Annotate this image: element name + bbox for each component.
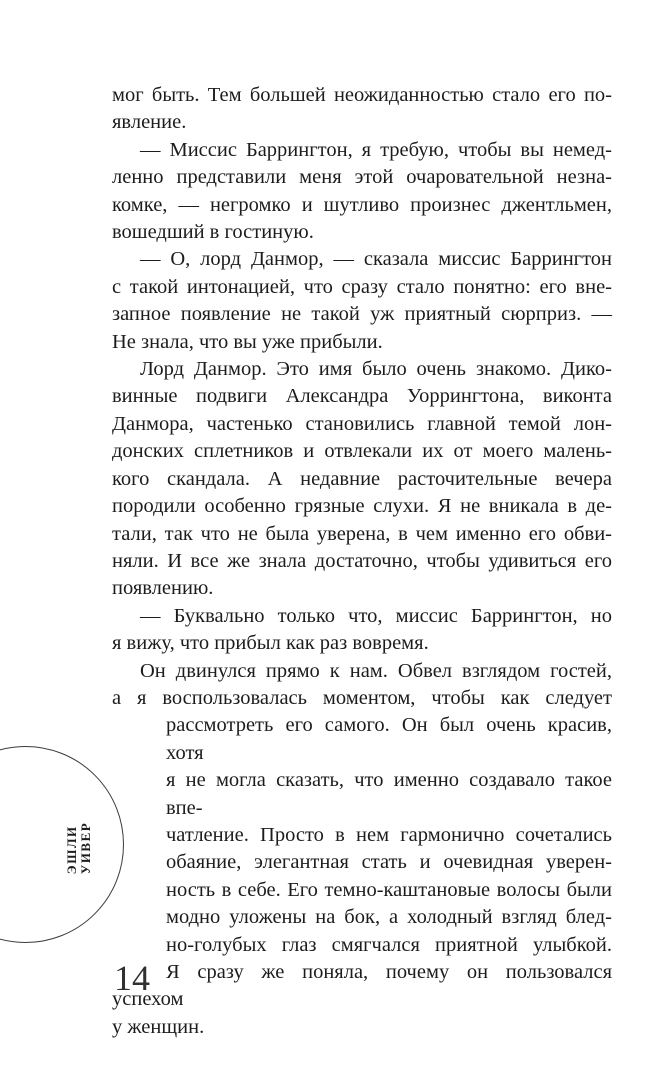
text-line: Данмора, частенько становились главной темой лон- xyxy=(112,412,612,435)
text-line: мог быть. Тем большей неожиданностью стало его по- xyxy=(112,84,612,106)
text-line: — Миссис Баррингтон, я требую, чтобы вы немед- xyxy=(140,138,612,161)
text-line: запное появление не такой уж приятный сюрприз. — xyxy=(112,303,612,326)
text-line: Он двинулся прямо к нам. Обвел взглядом гостей, xyxy=(140,659,612,682)
text-line: ность в себе. Его темно-каштановые волосы были xyxy=(166,878,612,901)
text-line: — О, лорд Данмор, — сказала миссис Баррингтон xyxy=(140,248,612,271)
body-text xyxy=(112,82,612,1041)
page-number: 14 xyxy=(114,958,150,998)
text-line: модно уложены на бок, а холодный взгляд блед- xyxy=(166,906,612,929)
text-line: породили особенно грязные слухи. Я не вникала в де- xyxy=(112,495,612,518)
text-line: няли. И все же знала достаточно, чтобы удивиться его xyxy=(112,549,612,572)
text-line: донских сплетников и отвлекали их от моего малень- xyxy=(112,440,612,463)
text-line: кого скандала. А недавние расточительные вечера xyxy=(112,467,612,490)
text-line: я вижу, что прибыл как раз вовремя. xyxy=(112,632,429,655)
text-line: у женщин. xyxy=(112,1015,205,1038)
text-line: но-голубых глаз смягчался приятной улыбкой. xyxy=(166,933,612,956)
text-line: а я воспользовалась моментом, чтобы как следует xyxy=(112,686,612,709)
text-line: Я сразу же поняла, почему он пользовался успехом xyxy=(112,961,612,1011)
text-line: — Буквально только что, миссис Баррингтон, но xyxy=(140,604,612,627)
text-line: чатление. Просто в нем гармонично сочетались xyxy=(166,823,612,846)
text-line: я не могла сказать, что именно создавало такое впе- xyxy=(166,769,612,819)
text-line: комке, — негромко и шутливо произнес джентльмен, xyxy=(112,193,612,216)
text-line: Не знала, что вы уже прибыли. xyxy=(112,330,383,353)
text-line: вошедший в гостиную. xyxy=(112,221,314,244)
text-line: явление. xyxy=(112,111,187,134)
text-line: обаяние, элегантная стать и очевидная уверен- xyxy=(166,851,612,874)
text-line: тали, так что не была уверена, в чем именно его обви- xyxy=(112,522,612,545)
text-line: Лорд Данмор. Это имя было очень знакомо. Дико- xyxy=(140,358,612,381)
text-line: появлению. xyxy=(112,577,214,600)
text-line: с такой интонацией, что сразу стало понятно: его вне- xyxy=(112,275,612,298)
author-name-line2: УИВЕР xyxy=(78,821,93,875)
text-line: ленно представили меня этой очаровательной незна- xyxy=(112,166,612,189)
text-line: винные подвиги Александра Уоррингтона, виконта xyxy=(112,385,612,408)
author-name-line1: ЭШЛИ xyxy=(64,825,79,875)
text-line: рассмотреть его самого. Он был очень красив, хотя xyxy=(166,714,612,764)
